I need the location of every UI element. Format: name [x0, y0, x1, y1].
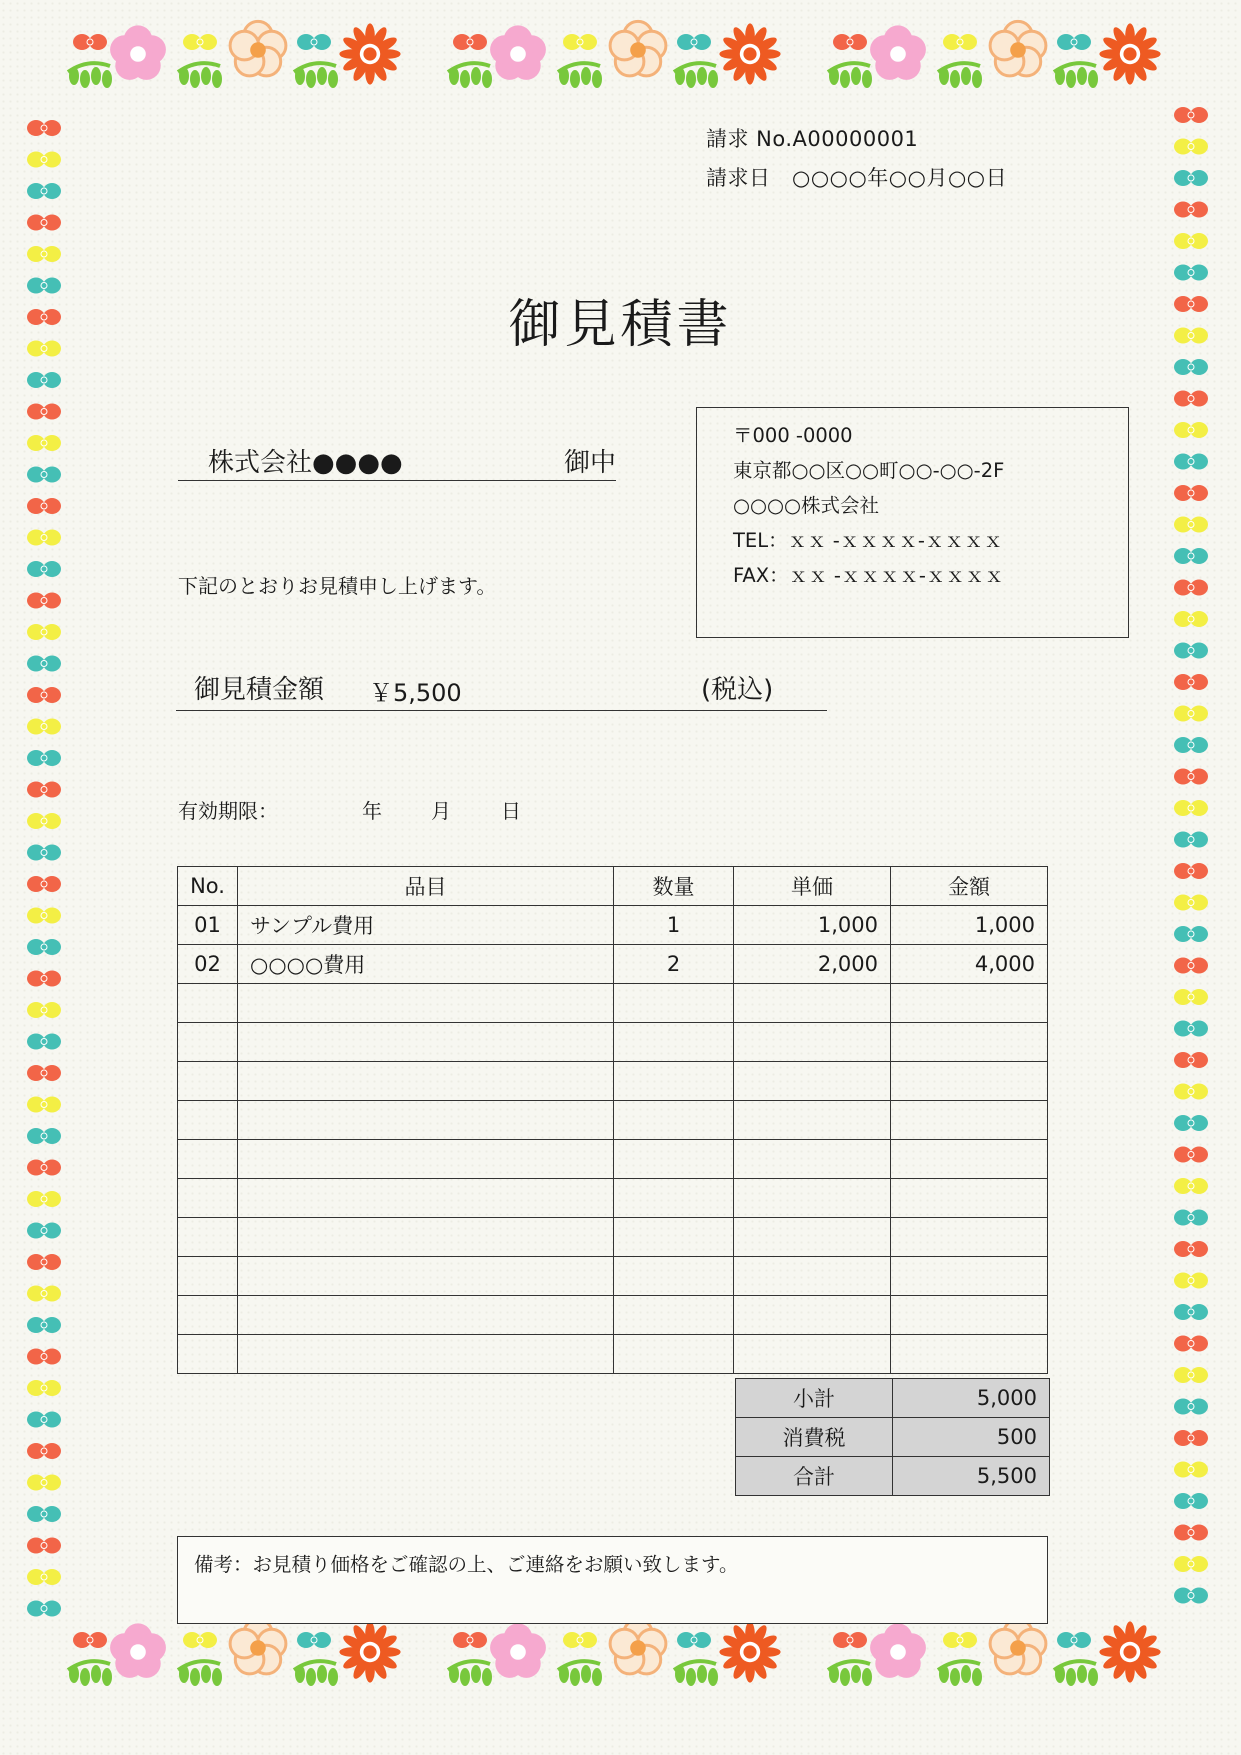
empty-cell [734, 1335, 891, 1374]
empty-cell [178, 1140, 238, 1179]
empty-cell [891, 1062, 1048, 1101]
row-amount: 1,000 [891, 906, 1048, 945]
invoice-date: 請求日 ○○○○年○○月○○日 [706, 166, 1008, 190]
empty-cell [734, 1101, 891, 1140]
table-header-row [178, 867, 1048, 906]
row-no: 02 [178, 945, 238, 984]
empty-cell [178, 1101, 238, 1140]
table-row-empty [178, 1335, 1048, 1374]
empty-cell [891, 984, 1048, 1023]
header-item: 品目 [238, 867, 614, 906]
empty-cell [734, 1023, 891, 1062]
sender-postal: 〒000 -0000 [733, 424, 853, 447]
empty-cell [178, 1218, 238, 1257]
row-no: 01 [178, 906, 238, 945]
header-amount: 金額 [891, 867, 1048, 906]
validity-day: 日 [501, 799, 521, 823]
tax-row [736, 1418, 1050, 1457]
empty-cell [614, 1101, 734, 1140]
empty-cell [614, 1179, 734, 1218]
empty-cell [734, 1179, 891, 1218]
table-row-empty [178, 1062, 1048, 1101]
row-item: ○○○○費用 [238, 945, 614, 984]
totals-table [735, 1378, 1050, 1496]
bottom-flower-garland [68, 1619, 1161, 1686]
subtotal-value: 5,000 [893, 1379, 1050, 1418]
empty-cell [891, 1179, 1048, 1218]
validity-year: 年 [362, 799, 382, 823]
subtotal-row [736, 1379, 1050, 1418]
table-row-empty [178, 1023, 1048, 1062]
row-unit-price: 1,000 [734, 906, 891, 945]
row-qty: 2 [614, 945, 734, 984]
empty-cell [734, 1296, 891, 1335]
empty-cell [178, 1062, 238, 1101]
validity-label: 有効期限： [178, 799, 278, 823]
tax-included-note: (税込) [701, 675, 774, 705]
empty-cell [238, 1062, 614, 1101]
header-unit-price: 単価 [734, 867, 891, 906]
table-row-empty [178, 1140, 1048, 1179]
empty-cell [238, 1335, 614, 1374]
top-flower-garland [68, 21, 1161, 88]
empty-cell [891, 1335, 1048, 1374]
empty-cell [238, 1179, 614, 1218]
table-row-empty [178, 1257, 1048, 1296]
amount-label: 御見積金額 [194, 675, 325, 705]
subtotal-label: 小計 [736, 1379, 893, 1418]
table-row-empty [178, 1296, 1048, 1335]
items-table [177, 866, 1048, 1374]
total-value: 5,500 [893, 1457, 1050, 1496]
invoice-number: 請求 No.A00000001 [706, 127, 919, 151]
empty-cell [614, 1062, 734, 1101]
empty-cell [238, 1296, 614, 1335]
client-name: 株式会社●●●● [208, 448, 403, 478]
empty-cell [178, 984, 238, 1023]
empty-cell [238, 984, 614, 1023]
empty-cell [891, 1101, 1048, 1140]
row-qty: 1 [614, 906, 734, 945]
table-row [178, 945, 1048, 984]
empty-cell [734, 984, 891, 1023]
sender-fax: FAX：ｘｘ -ｘｘｘｘ-ｘｘｘｘ [733, 564, 1004, 587]
empty-cell [178, 1296, 238, 1335]
empty-cell [614, 1296, 734, 1335]
empty-cell [734, 1140, 891, 1179]
empty-cell [178, 1335, 238, 1374]
empty-cell [734, 1218, 891, 1257]
table-row-empty [178, 984, 1048, 1023]
document-title: 御見積書 [508, 295, 733, 355]
sender-address: 東京都○○区○○町○○-○○-2F [733, 459, 1005, 482]
estimate-amount-line [176, 665, 827, 711]
table-row [178, 906, 1048, 945]
empty-cell [614, 1218, 734, 1257]
row-item: サンプル費用 [238, 906, 614, 945]
empty-cell [614, 1257, 734, 1296]
empty-cell [614, 984, 734, 1023]
empty-cell [178, 1257, 238, 1296]
client-line [178, 440, 616, 481]
tax-value: 500 [893, 1418, 1050, 1457]
tax-label: 消費税 [736, 1418, 893, 1457]
intro-text: 下記のとおりお見積申し上げます。 [178, 574, 497, 598]
empty-cell [178, 1179, 238, 1218]
row-unit-price: 2,000 [734, 945, 891, 984]
header-qty: 数量 [614, 867, 734, 906]
remarks-box: 備考：お見積り価格をご確認の上、ご連絡をお願い致します。 [177, 1536, 1048, 1624]
total-label: 合計 [736, 1457, 893, 1496]
empty-cell [891, 1023, 1048, 1062]
empty-cell [614, 1023, 734, 1062]
validity-month: 月 [431, 799, 451, 823]
empty-cell [238, 1140, 614, 1179]
empty-cell [734, 1062, 891, 1101]
empty-cell [238, 1218, 614, 1257]
sender-company: ○○○○株式会社 [733, 494, 880, 517]
row-amount: 4,000 [891, 945, 1048, 984]
header-no: No. [178, 867, 238, 906]
table-row-empty [178, 1101, 1048, 1140]
client-suffix: 御中 [563, 448, 616, 478]
amount-value: ￥5,500 [369, 679, 462, 707]
table-row-empty [178, 1179, 1048, 1218]
empty-cell [891, 1140, 1048, 1179]
empty-cell [614, 1335, 734, 1374]
empty-cell [891, 1257, 1048, 1296]
empty-cell [891, 1296, 1048, 1335]
empty-cell [238, 1101, 614, 1140]
empty-cell [734, 1257, 891, 1296]
sender-tel: TEL：ｘｘ -ｘｘｘｘ-ｘｘｘｘ [733, 529, 1003, 552]
sender-info-box [696, 407, 1129, 638]
empty-cell [614, 1140, 734, 1179]
empty-cell [178, 1023, 238, 1062]
empty-cell [238, 1023, 614, 1062]
empty-cell [238, 1257, 614, 1296]
empty-cell [891, 1218, 1048, 1257]
total-row [736, 1457, 1050, 1496]
table-row-empty [178, 1218, 1048, 1257]
